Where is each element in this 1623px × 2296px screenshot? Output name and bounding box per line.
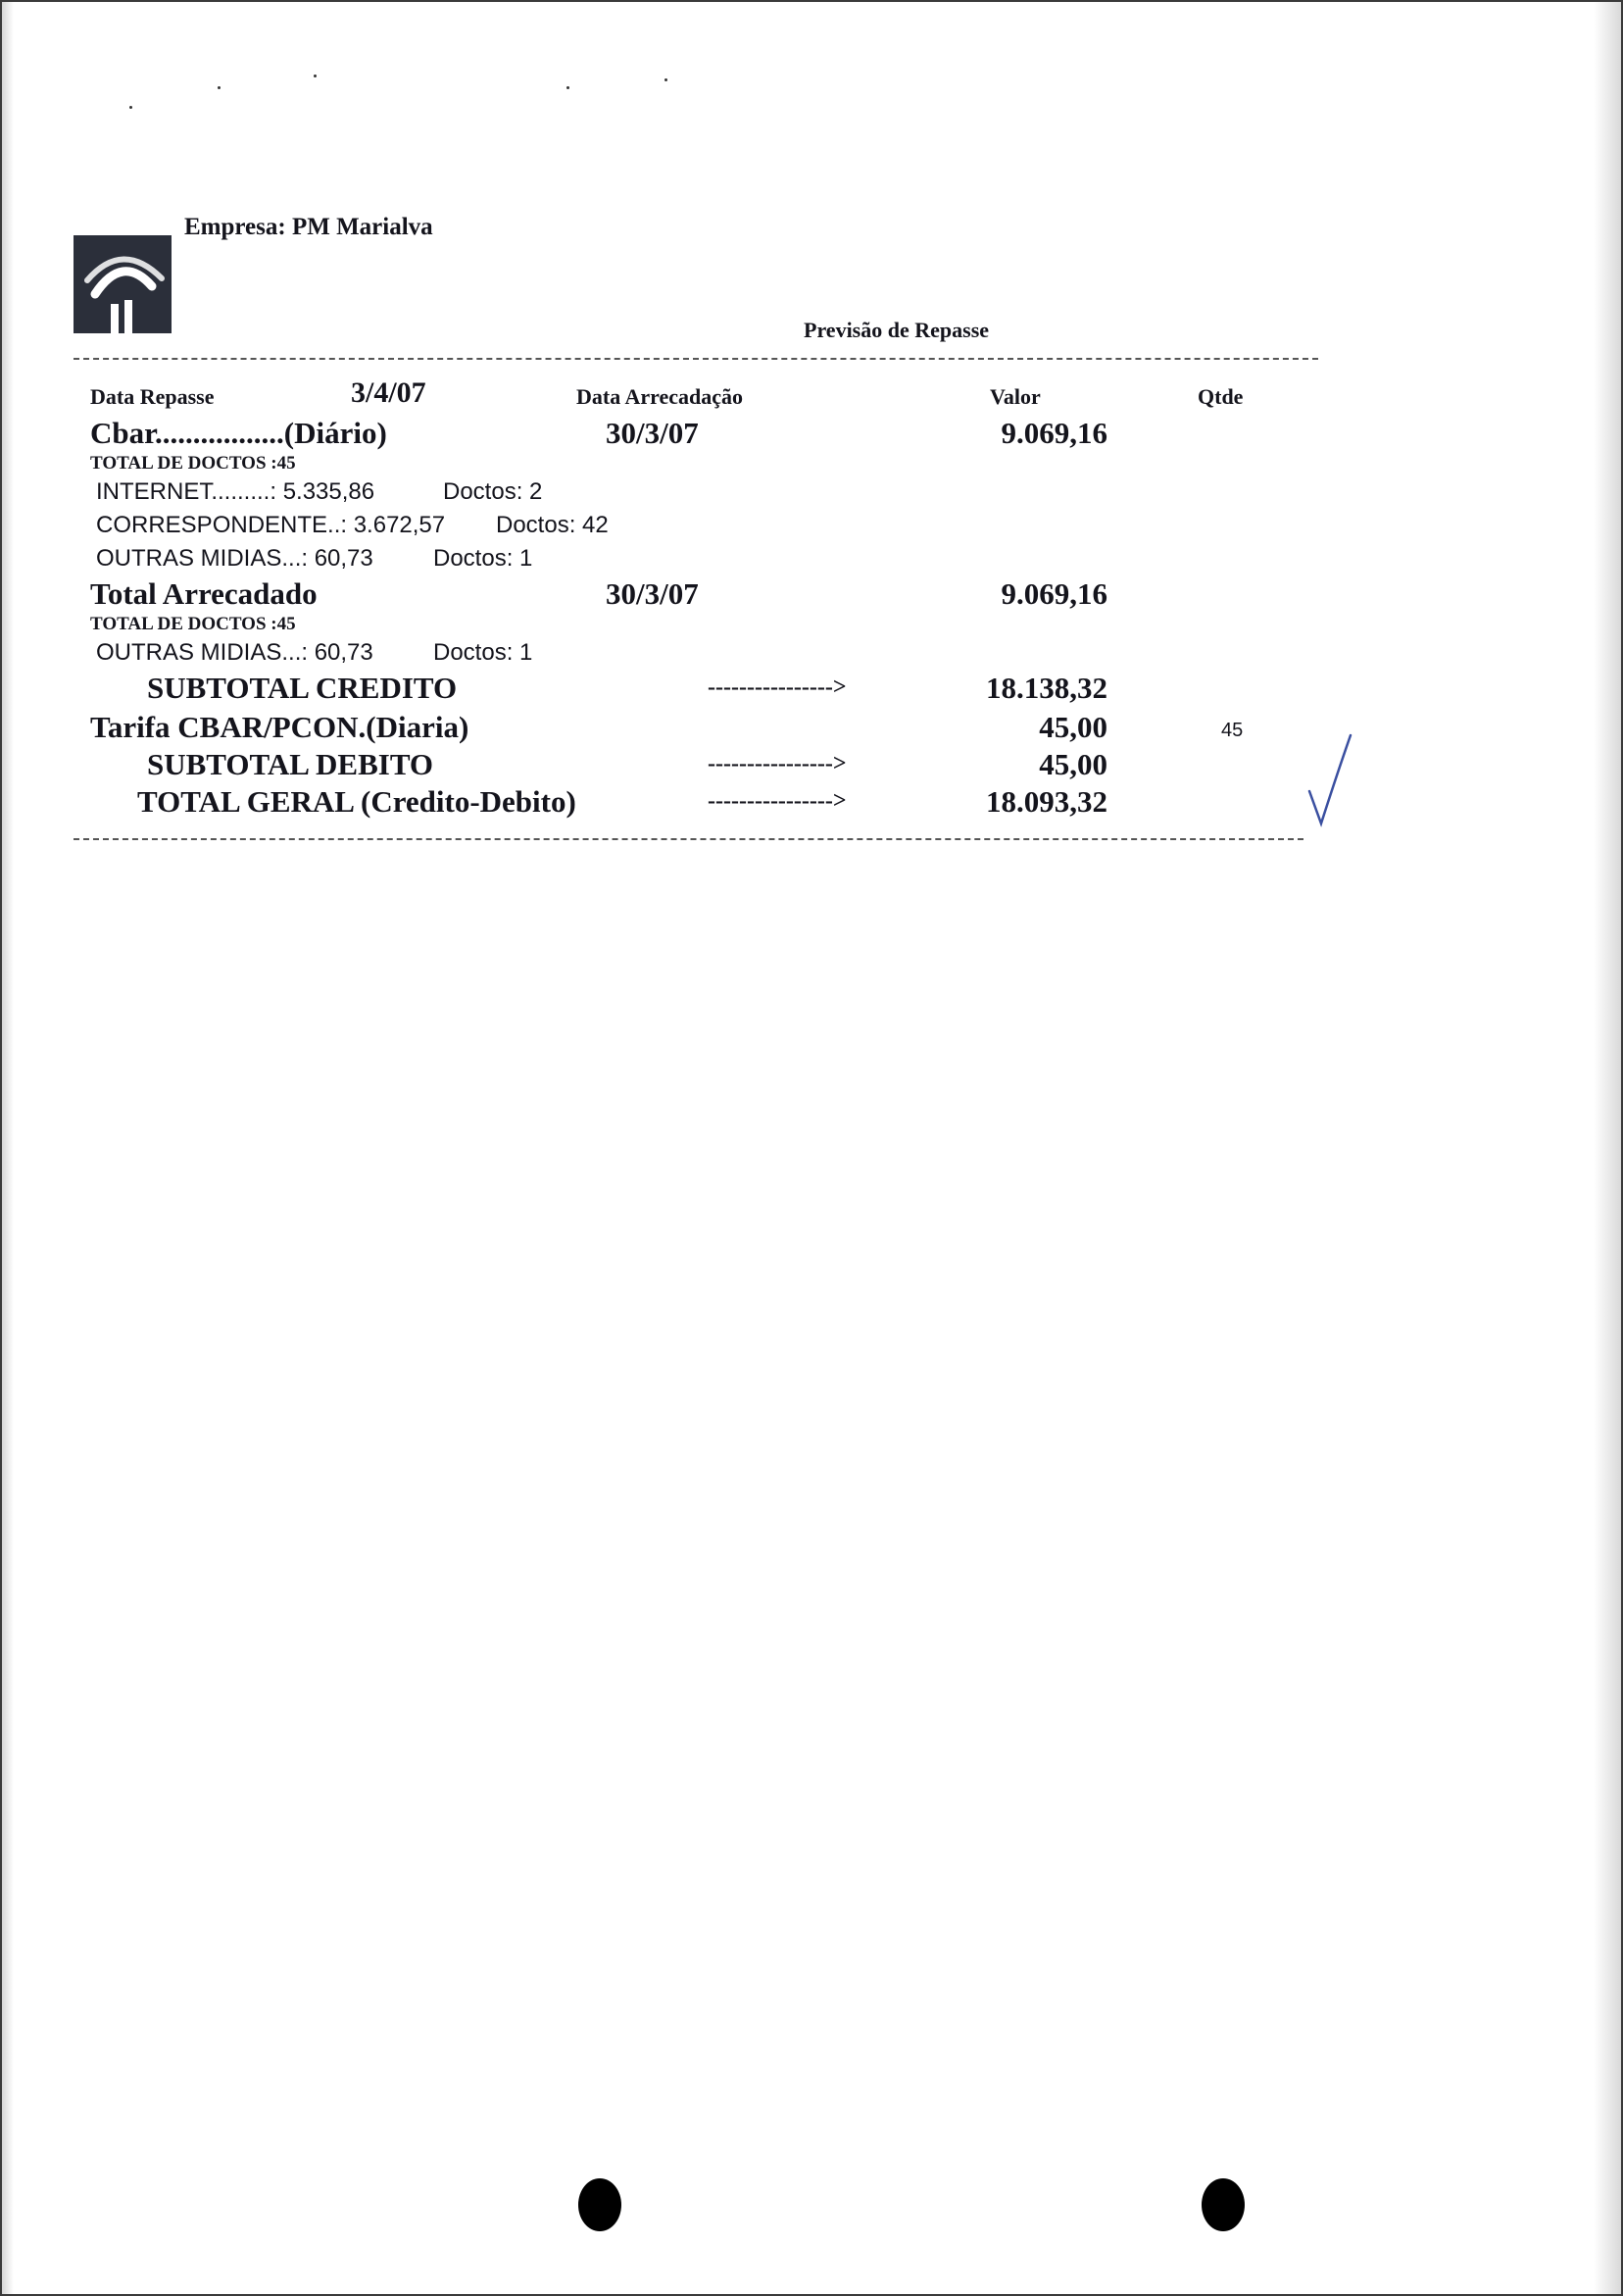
cbar-detail-correspondente-docs: Doctos: 42	[496, 512, 609, 538]
scan-speck	[566, 86, 569, 89]
data-arrecadacao-header: Data Arrecadação	[576, 384, 744, 409]
total-arrecadado-date: 30/3/07	[606, 576, 699, 611]
tarifa-label: Tarifa CBAR/PCON.(Diaria)	[90, 710, 469, 744]
total-arrecadado-total-docs: TOTAL DE DOCTOS :45	[90, 614, 296, 634]
cbar-label: Cbar.................(Diário)	[90, 416, 387, 450]
total-geral-value: 18.093,32	[986, 784, 1107, 819]
cbar-detail-outras-docs: Doctos: 1	[433, 545, 533, 572]
scan-speck	[129, 106, 132, 109]
total-arrecadado-label: Total Arrecadado	[90, 576, 318, 611]
company-name: Empresa: PM Marialva	[184, 214, 433, 240]
total-geral-label: TOTAL GERAL (Credito-Debito)	[137, 784, 576, 819]
subtotal-credito-arrow: ---------------->	[708, 674, 847, 700]
tarifa-value: 45,00	[1039, 710, 1107, 744]
scan-shadow-left	[0, 0, 14, 2296]
data-repasse-value: 3/4/07	[351, 376, 426, 409]
cbar-detail-internet: INTERNET.........: 5.335,86	[96, 478, 375, 505]
tarifa-qtde: 45	[1221, 720, 1244, 741]
subtotal-credito-value: 18.138,32	[986, 671, 1107, 705]
report-title: Previsão de Repasse	[804, 318, 990, 342]
total-geral-arrow: ---------------->	[708, 788, 847, 814]
cbar-total-docs: TOTAL DE DOCTOS :45	[90, 453, 296, 474]
punch-hole-right-icon	[1202, 2178, 1245, 2231]
data-repasse-label: Data Repasse	[90, 384, 215, 409]
top-divider	[74, 358, 1318, 360]
handwritten-checkmark-icon	[1303, 730, 1362, 828]
cbar-detail-internet-docs: Doctos: 2	[443, 478, 543, 505]
cbar-detail-correspondente: CORRESPONDENTE..: 3.672,57	[96, 512, 446, 538]
scan-speck	[664, 78, 667, 81]
scan-shadow-right	[1594, 0, 1623, 2296]
bottom-divider	[74, 838, 1303, 840]
punch-hole-left-icon	[578, 2178, 621, 2231]
bank-logo-icon	[74, 235, 172, 333]
subtotal-debito-label: SUBTOTAL DEBITO	[147, 747, 434, 781]
valor-header: Valor	[990, 384, 1041, 409]
cbar-date: 30/3/07	[606, 416, 699, 450]
subtotal-credito-label: SUBTOTAL CREDITO	[147, 671, 458, 705]
cbar-value: 9.069,16	[1001, 416, 1107, 450]
total-arrecadado-detail-outras: OUTRAS MIDIAS...: 60,73	[96, 639, 373, 666]
scan-speck	[218, 86, 221, 89]
qtde-header: Qtde	[1198, 384, 1244, 409]
total-arrecadado-detail-outras-docs: Doctos: 1	[433, 639, 533, 666]
subtotal-debito-arrow: ---------------->	[708, 751, 847, 776]
scan-speck	[314, 75, 317, 77]
cbar-detail-outras: OUTRAS MIDIAS...: 60,73	[96, 545, 373, 572]
total-arrecadado-value: 9.069,16	[1001, 576, 1107, 611]
subtotal-debito-value: 45,00	[1039, 747, 1107, 781]
